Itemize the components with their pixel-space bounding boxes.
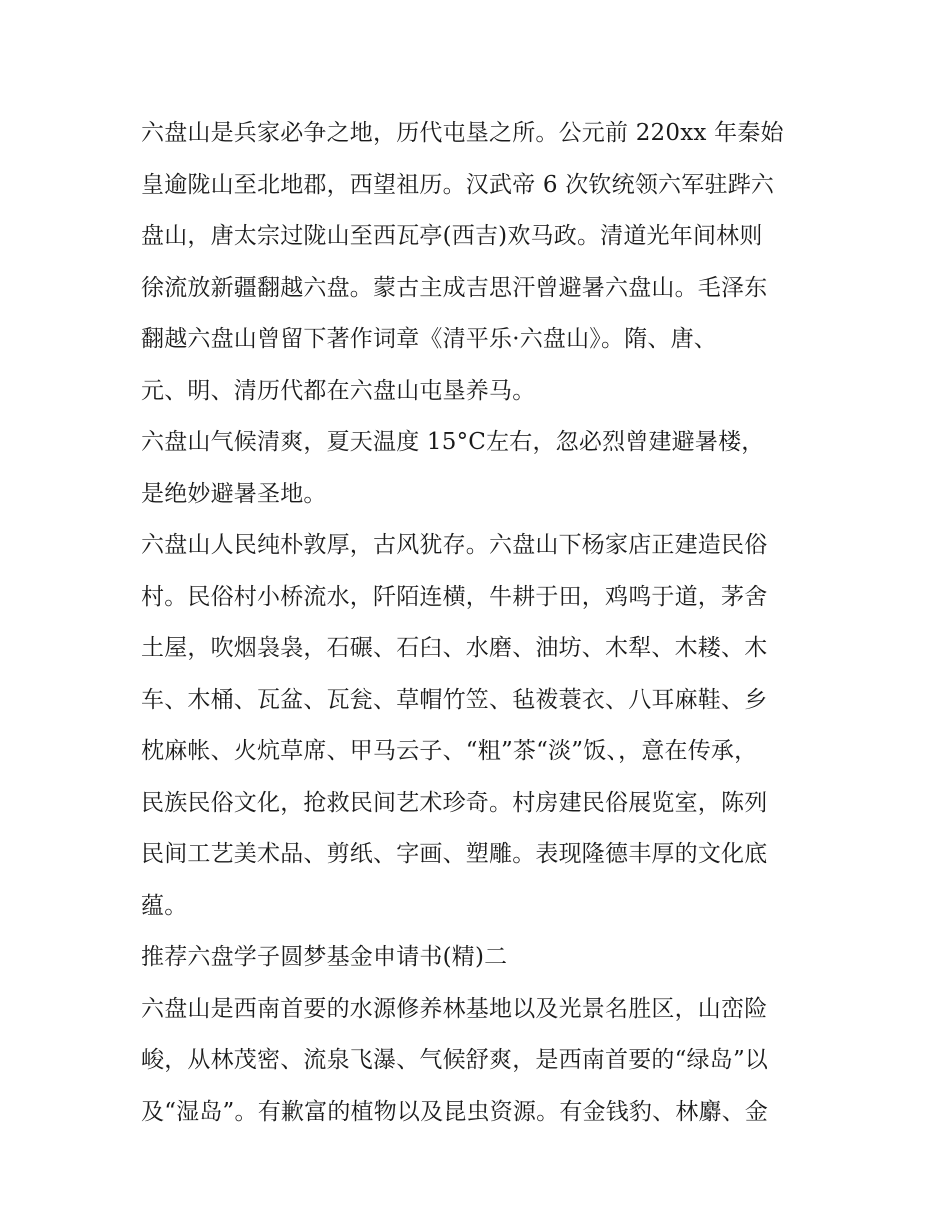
text-line: 民间工艺美术品、剪纸、字画、塑雕。表现隆德丰厚的文化底 [141,841,768,867]
paragraph-folk-culture [141,520,821,932]
text-line: 峻，从林茂密、流泉飞瀑、气候舒爽，是西南首要的“绿岛”以 [141,1047,769,1073]
paragraph-climate [141,417,821,520]
text-line: 蕴。 [141,892,188,919]
text-line: 枕麻帐、火炕草席、甲马云子、“粗”茶“淡”饭、，意在传承， [141,738,758,764]
text-line: 盘山，唐太宗过陇山至西瓦亭(西吉)欢马政。清道光年间林则 [141,223,763,249]
text-line: 土屋，吹烟袅袅，石碾、石臼、水磨、油坊、木犁、木耧、木 [141,635,768,661]
text-line: 是绝妙避暑圣地。 [141,480,327,507]
text-line: 六盘山人民纯朴敦厚，古风犹存。六盘山下杨家店正建造民俗 [141,532,768,558]
text-line: 及“湿岛”。有歉富的植物以及昆虫资源。有金钱豹、林麝、金 [141,1098,769,1125]
text-line: 民族民俗文化，抢救民间艺术珍奇。村房建民俗展览室，陈列 [141,789,768,816]
paragraph-history [141,108,821,417]
text-line: 六盘山是兵家必争之地，历代屯垦之所。公元前 220xx 年秦始 [141,120,784,146]
paragraph-nature [141,984,821,1139]
text-line: 徐流放新疆翻越六盘。蒙古主成吉思汗曾避暑六盘山。毛泽东 [141,274,768,301]
text-line: 车、木桶、瓦盆、瓦瓮、草帽竹笠、毡袯蓑衣、八耳麻鞋、乡 [141,686,768,713]
text-line: 翻越六盘山曾留下著作词章《清平乐·六盘山》。隋、唐、 [141,326,718,352]
text-line: 村。民俗村小桥流水，阡陌连横，牛耕于田，鸡鸣于道，茅舍 [141,583,768,610]
section-heading [141,932,821,984]
text-line: 皇逾陇山至北地郡，西望祖历。汉武帝 6 次钦统领六军驻跸六 [141,171,775,198]
text-line: 六盘山是西南首要的水源修养林基地以及光景名胜区，山峦险 [141,995,768,1022]
text-line: 六盘山气候清爽，夏天温度 15°C左右，忽必烈曾建避暑楼， [141,429,765,455]
document-body [141,108,821,1138]
text-line: 元、明、清历代都在六盘山屯垦养马。 [141,377,536,404]
heading-line: 推荐六盘学子圆梦基金申请书(精)二 [141,944,508,970]
